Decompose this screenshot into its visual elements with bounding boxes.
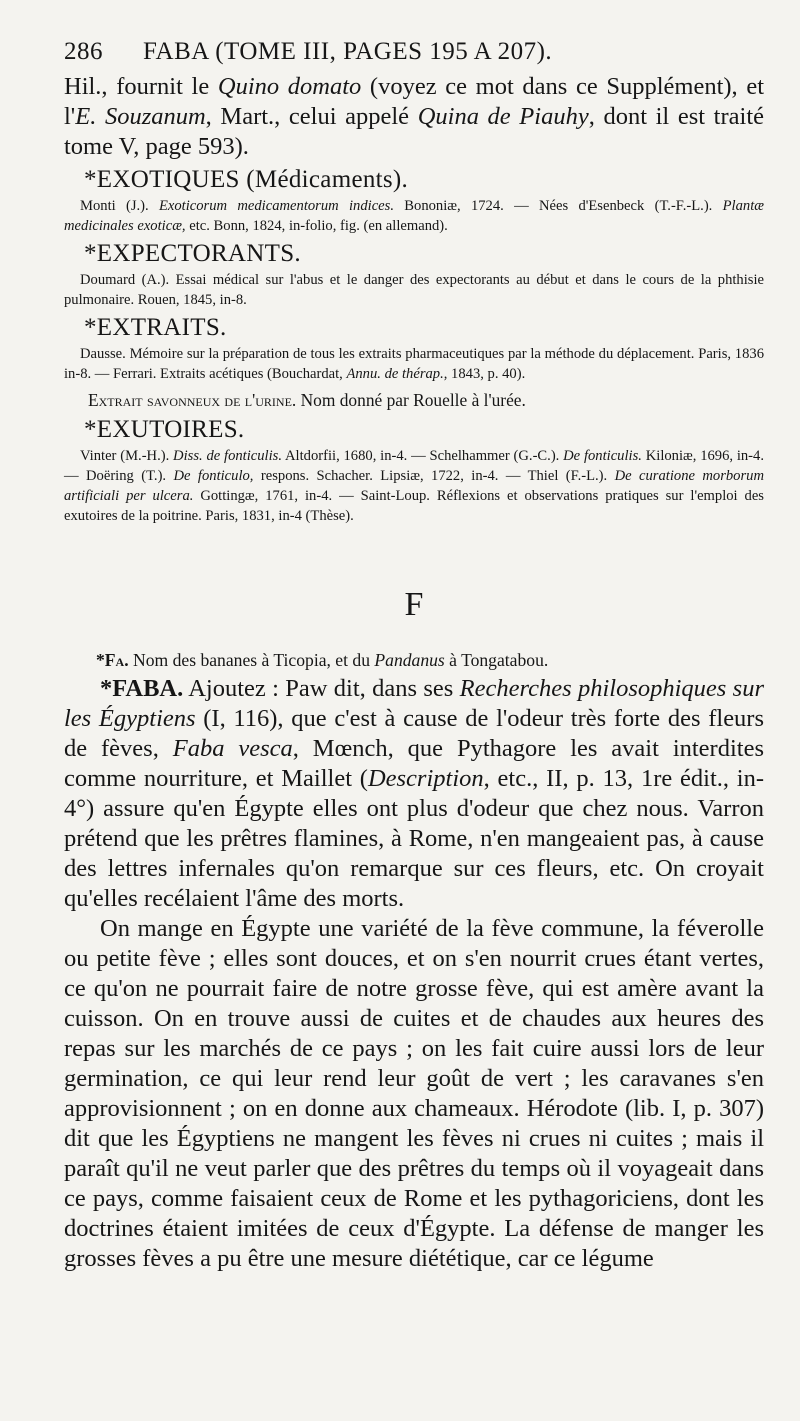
italic-term: Quino domato — [217, 73, 362, 100]
text-run: Gottingæ, 1761, in-4. — Saint-Loup. Réflexions et observations pratiques sur l'emploi des exutoires de la poitrine. Paris, 1831, in-4 (Thèse). — [64, 488, 764, 524]
bibliography-exutoires — [64, 446, 764, 526]
section-letter: F — [404, 586, 424, 623]
text-run: (voyez ce mot dans ce Supplément), et l' — [64, 73, 765, 130]
text-run: , 1843, p. 40). — [443, 366, 526, 382]
text-run: etc. Bonn, 1824, in-folio, fig. (en allemand). — [185, 218, 448, 234]
entry-fa — [64, 648, 764, 672]
text-run: Altdorfii, 1680, in-4. — Schelhammer (G.-C.). — [282, 448, 564, 464]
italic-term: Faba vesca — [172, 735, 293, 762]
section-heading-exutoires: *EXUTOIRES. — [84, 416, 245, 443]
italic-title: De fonticulo, — [173, 468, 254, 484]
italic-term: E. Souzanum — [75, 103, 206, 130]
italic-title: Description — [367, 765, 484, 792]
text-run: Nom donné par Rouelle à l'urée. — [296, 390, 526, 410]
italic-title: De curatione morborum artificiali per ulcera. — [64, 468, 764, 504]
italic-title: Recherches philosophiques sur les Égyptiens — [64, 675, 764, 732]
italic-title: De fonticulis. — [563, 448, 642, 464]
text-run: Bononiæ, 1724. — Nées d'Esenbeck (T.-F.-L.). — [393, 198, 723, 214]
text-run: Vinter (M.-H.). — [80, 448, 174, 464]
entry-term: *FABA. — [100, 675, 184, 702]
bibliography-expectorants: Doumard (A.). Essai médical sur l'abus et le danger des expectorants au début et dans le cours de la phthisie pulmonaire. Rouen, 1845, in-8. — [64, 272, 764, 308]
entry-term: Extrait savonneux de l'urine. — [88, 390, 297, 410]
bibliography-extraits — [64, 344, 764, 384]
text-run: , dont il est traité tome V, page 593). — [64, 103, 765, 160]
italic-title: Plantæ medicinales exoticæ, — [64, 198, 764, 234]
italic-term: Quina de Piauhy — [417, 103, 589, 130]
section-heading-expectorants: *EXPECTORANTS. — [84, 240, 301, 267]
italic-title: Annu. de thérap. — [346, 366, 444, 382]
running-title: FABA (TOME III, PAGES 195 A 207). — [143, 38, 553, 65]
text-run: Hil., fournit le — [64, 73, 218, 100]
section-heading-extraits: *EXTRAITS. — [84, 314, 227, 341]
text-run: , Mœnch, que Pythagore les avait interdites comme nourriture, et Maillet ( — [64, 735, 764, 792]
text-run: Dausse. Mémoire sur la préparation de tous les extraits pharmaceutiques par la méthode du déplacement. Paris, 1836 in-8. — Ferrari. Extraits acétiques (Bouchardat, — [64, 346, 764, 382]
faba-paragraph-2: On mange en Égypte une variété de la fève commune, la féverolle ou petite fève ; elles sont douces, et on s'en nourrit crues étant vertes, ce qu'on ne pourrait faire de notre grosse fève, qui est amère avant la cuisson. On en trouve aussi de cuites et de chaudes aux heures des repas sur les marchés de ce pays ; on les fait cuire aussi lors de leur germination, ce qui leur rend leur goût de vert ; les caravanes s'en approvisionnent ; on en donne aux chameaux. Hérodote (lib. I, p. 307) dit que les Égyptiens ne mangent les fèves ni crues ni cuites ; mais il paraît qu'il ne veut parler que des prêtres du temps où il voyageait dans ce pays, comme faisaient ceux de Rome et les pythagoriciens, dont les doctrines étaient imitées de ceux d'Égypte. La défense de manger les grosses fèves a pu être une mesure diététique, car ce légume — [64, 915, 764, 1272]
text-run: Nom des bananes à Ticopia, et du — [128, 650, 375, 670]
section-heading-exotiques: *EXOTIQUES (Médicaments). — [84, 166, 409, 193]
text-run: Ajoutez : Paw dit, dans ses — [183, 675, 460, 702]
italic-title: Diss. de fonticulis. — [173, 448, 282, 464]
italic-term: Pandanus — [374, 650, 445, 670]
text-run: à Tongatabou. — [444, 650, 549, 670]
running-head — [64, 38, 764, 66]
entry-extrait-savonneux — [64, 388, 764, 412]
bibliography-exotiques — [64, 196, 764, 236]
text-run: (I, 116), que c'est à cause de l'odeur très forte des fleurs de fèves, — [64, 705, 765, 762]
text-run: , Mart., celui appelé — [205, 103, 418, 130]
text-run: Kiloniæ, 1696, in-4. — Doëring (T.). — [64, 448, 764, 484]
text-run: , etc., II, p. 13, 1re édit., in-4°) assure qu'en Égypte elles ont plus d'odeur que chez nous. Varron prétend que les prêtres flamines, à Rome, n'en mangeaient pas, à cause des lettres infernales qu'on remarque sur ces fleurs, etc. On croyait qu'elles recélaient l'âme des morts. — [64, 765, 764, 912]
text-run: respons. Schacher. Lipsiæ, 1722, in-4. — Thiel (F.-L.). — [253, 468, 615, 484]
text-run: Monti (J.). — [80, 198, 159, 214]
intro-paragraph — [64, 72, 764, 162]
page-number: 286 — [64, 38, 103, 65]
entry-term: *Fa. — [96, 650, 129, 670]
entry-faba — [64, 674, 764, 1274]
italic-title: Exoticorum medicamentorum indices. — [158, 198, 394, 214]
